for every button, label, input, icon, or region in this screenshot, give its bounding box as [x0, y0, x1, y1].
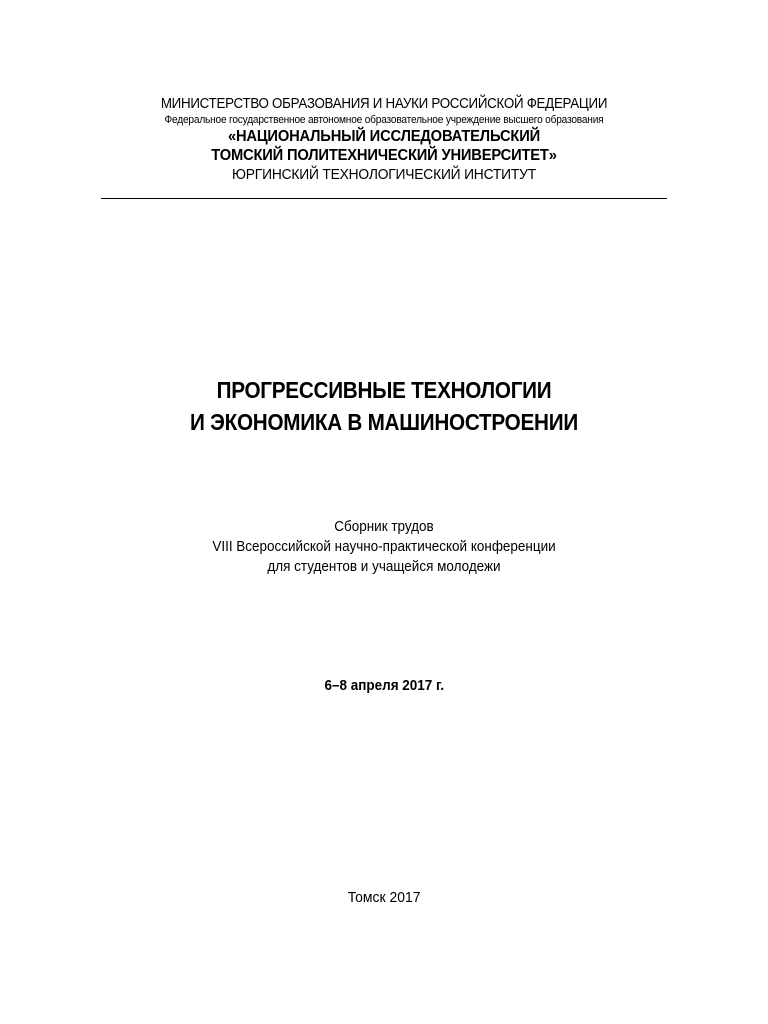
document-header	[0, 95, 768, 184]
conference-dates-text: 6–8 апреля 2017 г.	[324, 678, 444, 694]
university-name-line2: ТОМСКИЙ ПОЛИТЕХНИЧЕСКИЙ УНИВЕРСИТЕТ»	[211, 147, 557, 164]
conference-dates	[0, 676, 768, 696]
university-name-line1: «НАЦИОНАЛЬНЫЙ ИССЛЕДОВАТЕЛЬСКИЙ	[227, 128, 541, 145]
institution-type: Федеральное государственное автономное образовательное учреждение высшего образования	[164, 114, 604, 126]
title-line1: ПРОГРЕССИВНЫЕ ТЕХНОЛОГИИ	[216, 377, 552, 403]
institute-name: ЮРГИНСКИЙ ТЕХНОЛОГИЧЕСКИЙ ИНСТИТУТ	[232, 166, 536, 183]
ministry-name: МИНИСТЕРСТВО ОБРАЗОВАНИЯ И НАУКИ РОССИЙСКОЙ ФЕДЕРАЦИИ	[160, 96, 608, 112]
city-year-text: Томск 2017	[347, 889, 421, 906]
document-title	[0, 374, 768, 438]
collection-description	[0, 517, 768, 577]
header-divider	[101, 198, 667, 199]
collection-line2: VIII Всероссийской научно-практической конференции	[212, 539, 556, 555]
publication-place-year	[0, 888, 768, 908]
collection-line1: Сборник трудов	[334, 519, 434, 535]
collection-line3: для студентов и учащейся молодежи	[267, 559, 501, 575]
title-line2: И ЭКОНОМИКА В МАШИНОСТРОЕНИИ	[190, 409, 578, 435]
